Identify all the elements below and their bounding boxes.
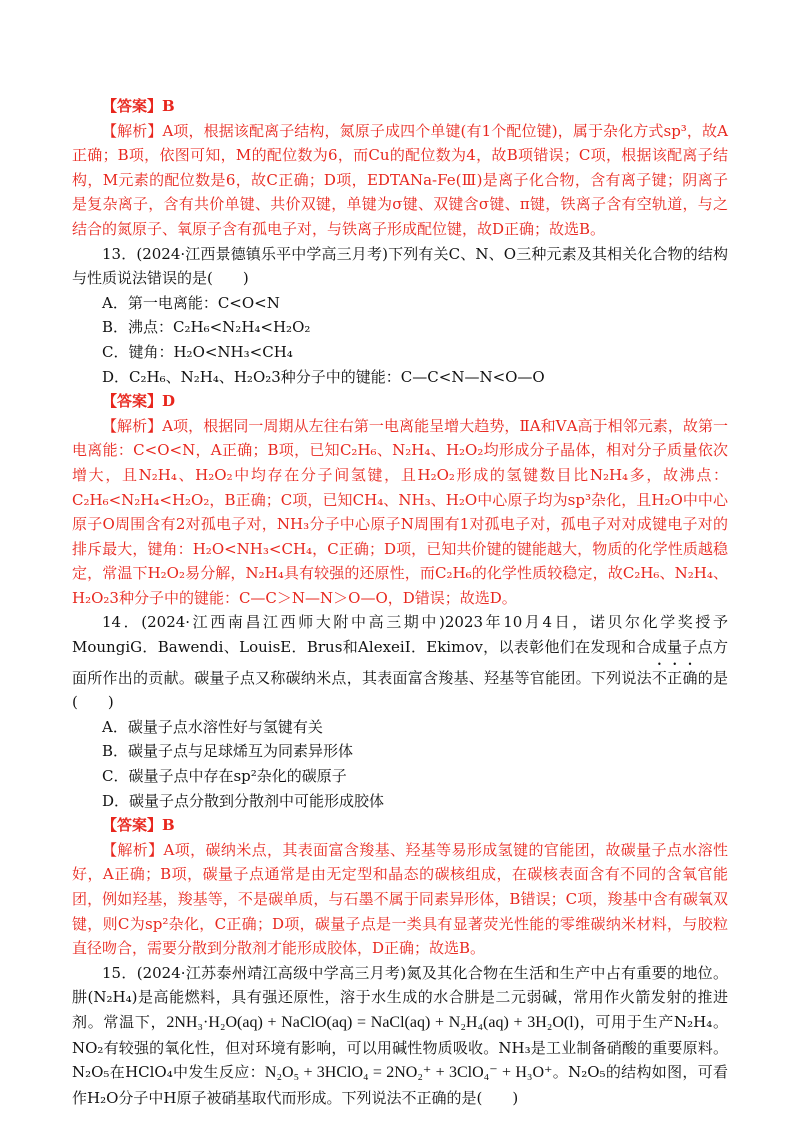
q15-equation-1: 2NH₃·H₂O(aq) + NaClO(aq) = NaCl(aq) + N₂H₄(aq) + 3H₂O(l) — [166, 1013, 580, 1031]
q12-analysis: 【解析】A项，根据该配离子结构，氮原子成四个单键(有1个配位键)，属于杂化方式sp³，故A正确；B项，依图可知，M的配位数为6，而Cu的配位数为4，故B项错误；C项，根据该配离子结构，M元素的配位数是6，故C正确；D项，EDTANa-Fe(Ⅲ)是离子化合物，含有离子键；阴离子是复杂离子，含有共价单键、共价双键，单键为σ键、双键含σ键、π键，铁离子含有空轨道，与之结合的氮原子、氧原子含有孤电子对，与铁离子形成配位键，故D正确；故选B。 — [72, 121, 728, 238]
q13-option-a: A．第一电离能：C<O<N — [102, 293, 280, 312]
q14-answer: 【答案】B — [102, 816, 175, 835]
q15-stem — [72, 961, 728, 1111]
q14-option-d: D．碳量子点分散到分散剂中可能形成胶体 — [102, 791, 385, 810]
q14-stem-end: 的是( ) — [72, 668, 728, 712]
q14-analysis: 【解析】A项，碳纳米点，其表面富含羧基、羟基等易形成氢键的官能团，故碳量子点水溶性好，A正确；B项，碳量子点通常是由无定型和晶态的碳核组成，在碳核表面含有不同的含氧官能团，例如羟基，羧基等，不是碳单质，与石墨不属于同素异形体，B错误；C项，羧基中含有碳氧双键，则C为sp²杂化，C正确；D项，碳量子点是一类具有显著荧光性能的零维碳纳米材料，与胶粒直径吻合，需要分散到分散剂才能形成胶体，D正确；故选B。 — [72, 840, 728, 958]
q13-option-c: C．键角：H₂O<NH₃<CH₄ — [102, 342, 293, 361]
q15-stem-intro: 15．(2024·江苏泰州靖江高级中学高三月考)氮及其化合物在生活和生产中占有重要的地位。肼(N₂H₄)是高能燃料，具有强还原性，溶于水生成的水合肼是二元弱碱，常用作火箭发射的推进剂。常温下， — [72, 963, 728, 1031]
q13-stem: 13．(2024·江西景德镇乐平中学高三月考)下列有关C、N、O三种元素及其相关化合物的结构与性质说法错误的是( ) — [72, 244, 728, 288]
q12-answer: 【答案】B — [102, 97, 175, 115]
content-area — [72, 94, 728, 1110]
q13-option-d: D．C₂H₆、N₂H₄、H₂O₂3种分子中的键能：C—C<N—N<O—O — [102, 367, 545, 386]
q14-stem-main: 14．(2024·江西南昌江西师大附中高三期中)2023年10月4日，诺贝尔化学奖授予MoungiG．Bawendi、LouisE．Brus和AlexeiI．Ekimov，以表彰他们在发现和合成量子点方面所作出的贡献。碳量子点又称碳纳米点，其表面富含羧基、羟基等官能团。下列说法 — [72, 613, 728, 687]
q15-equation-2: N₂O₅ + 3HClO₄ = 2NO₂⁺ + 3ClO₄⁻ + H₃O⁺ — [264, 1064, 553, 1082]
q15-stem-middle: ，可用于生产N₂H₄。NO₂有较强的氧化性，但对环境有影响，可以用碱性物质吸收。NH₃是工业制备硝酸的重要原料。N₂O₅在HClO₄中发生反应： — [72, 1012, 728, 1082]
q13-option-b: B．沸点：C₂H₆<N₂H₄<H₂O₂ — [102, 318, 311, 337]
q14-option-b: B．碳量子点与足球烯互为同素异形体 — [102, 742, 354, 761]
q15-stem-end: 。N₂O₅的结构如图，可看作H₂O分子中H原子被硝基取代而形成。下列说法不正确的是( ) — [72, 1063, 729, 1107]
q14-option-a: A．碳量子点水溶性好与氢键有关 — [102, 717, 323, 736]
q14-stem — [72, 610, 728, 714]
q13-analysis: 【解析】A项，根据同一周期从左往右第一电离能呈增大趋势，ⅡA和ⅤA高于相邻元素，故第一电离能：C<O<N，A正确；B项，已知C₂H₆、N₂H₄、H₂O₂均形成分子晶体，相对分子质量依次增大，且N₂H₄、H₂O₂中均存在分子间氢键，且H₂O₂形成的氢键数目比N₂H₄多，故沸点：C₂H₆<N₂H₄<H₂O₂，B正确；C项，已知CH₄、NH₃、H₂O中心原子均为sp³杂化，且H₂O中中心原子O周围含有2对孤电子对，NH₃分子中心原子N周围有1对孤电子对，孤电子对对成键电子对的排斥最大，键角：H₂O<NH₃<CH₄，C正确；D项，已知共价键的键能越大，物质的化学性质越稳定，常温下H₂O₂易分解，N₂H₄具有较强的还原性，而C₂H₆的化学性质较稳定，故C₂H₆、N₂H₄、H₂O₂3种分子中的键能：C—C＞N—N＞O—O，D错误；故选D。 — [72, 416, 728, 607]
q13-answer: 【答案】D — [102, 392, 176, 411]
q14-option-c: C．碳量子点中存在sp²杂化的碳原子 — [102, 767, 347, 786]
q14-stem-emphasis: 不正确 — [651, 668, 698, 687]
